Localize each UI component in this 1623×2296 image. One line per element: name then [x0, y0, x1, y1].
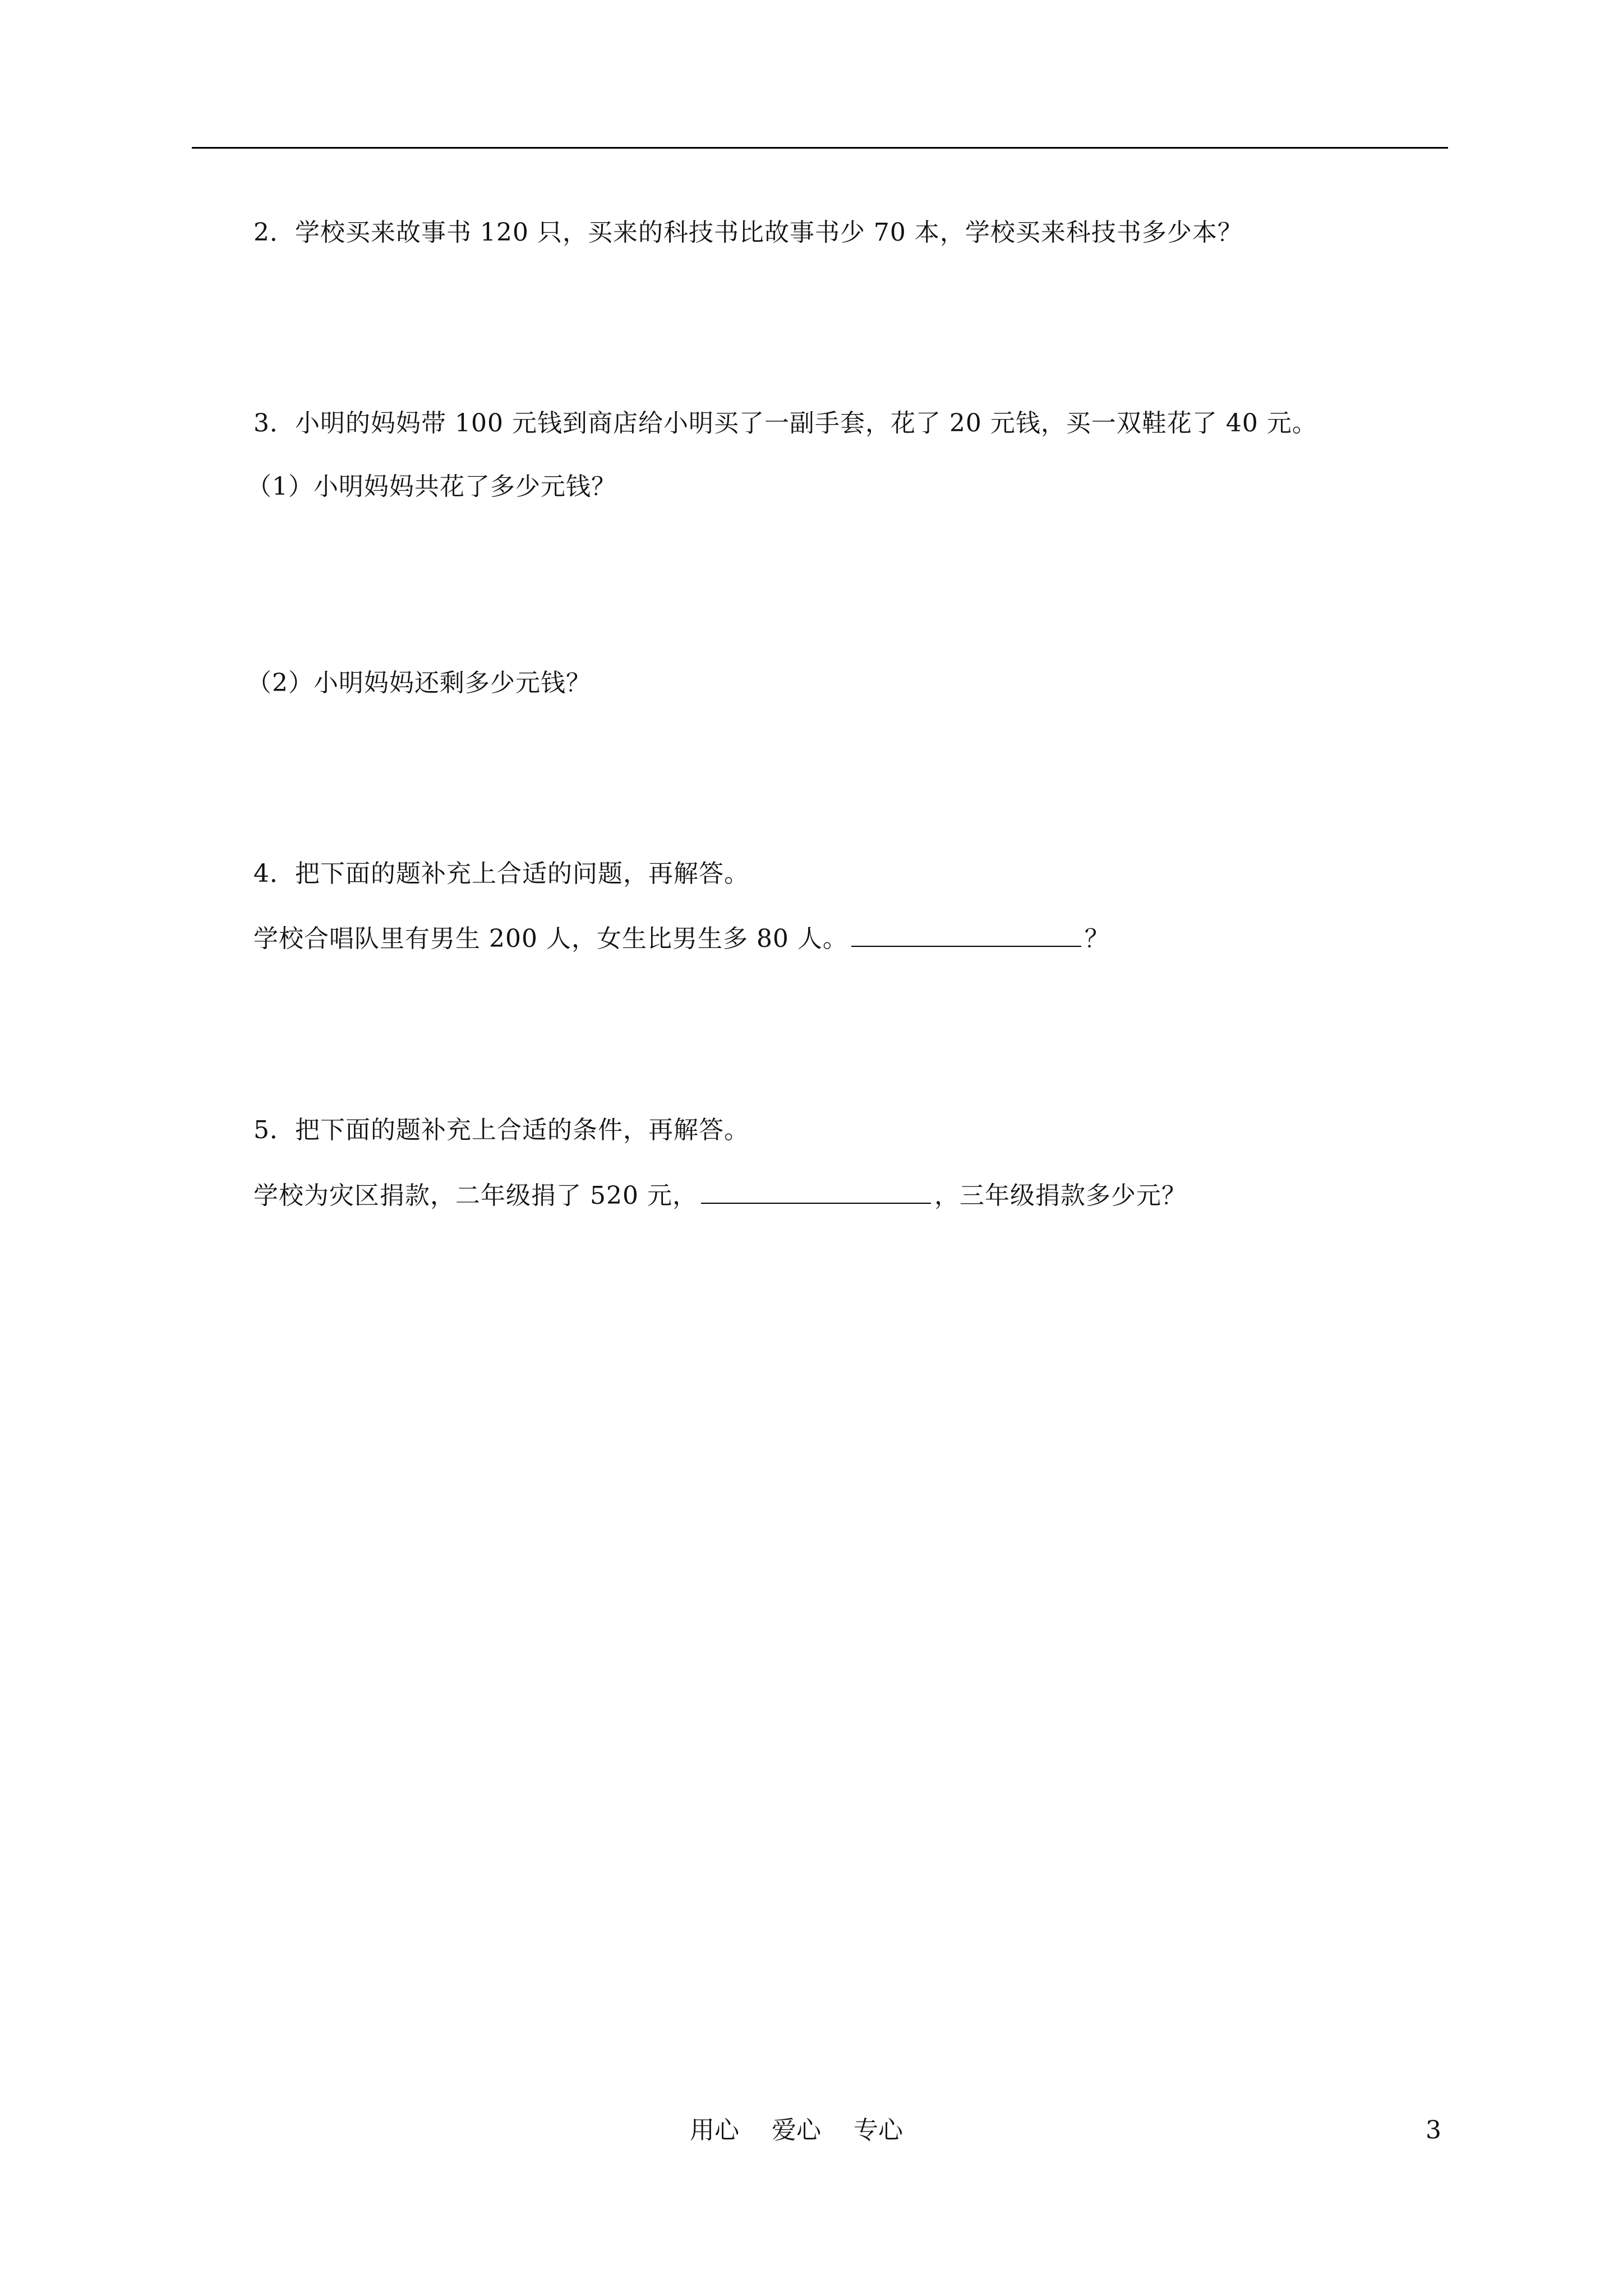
question-2: 2．学校买来故事书 120 只，买来的科技书比故事书少 70 本，学校买来科技书多少本？: [253, 218, 1243, 247]
question-5-prompt-text: 学校为灾区捐款，二年级捐了 520 元，: [253, 1181, 698, 1210]
question-4-answer-blank[interactable]: [851, 920, 1081, 947]
question-3-sub-2: （2）小明妈妈还剩多少元钱？: [247, 669, 591, 697]
page-number: 3: [1426, 2116, 1441, 2145]
question-4-prompt: [253, 920, 1110, 956]
question-4: 4．把下面的题补充上合适的问题，再解答。: [253, 859, 749, 888]
question-5-prompt-end: ，三年级捐款多少元？: [934, 1181, 1187, 1210]
question-3: 3．小明的妈妈带 100 元钱到商店给小明买了一副手套，花了 20 元钱，买一双鞋花了 40 元。: [253, 409, 1317, 438]
question-3-sub-1: （1）小明妈妈共花了多少元钱？: [247, 472, 616, 501]
question-5-answer-blank[interactable]: [701, 1177, 931, 1204]
question-4-prompt-end: ？: [1084, 924, 1110, 953]
question-5: 5．把下面的题补充上合适的条件，再解答。: [253, 1116, 749, 1144]
footer-motto: 用心 爱心 专心: [690, 2116, 903, 2145]
question-4-prompt-text: 学校合唱队里有男生 200 人，女生比男生多 80 人。: [253, 924, 848, 953]
header-rule: [192, 147, 1448, 149]
question-5-prompt: [253, 1177, 1187, 1213]
